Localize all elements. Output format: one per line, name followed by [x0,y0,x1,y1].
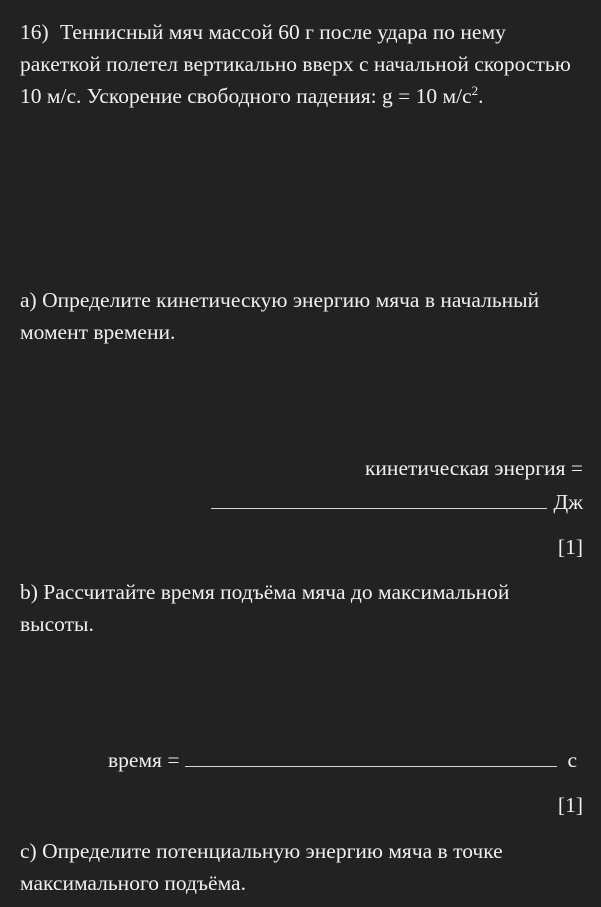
question-text: Теннисный мяч массой 60 г после удара по нему ракеткой полетел вертикально вверх с начальной скоростью 10 м/с. Ускорение свободного падения: g = 10 м/с [20,20,571,108]
time-answer-blank[interactable] [185,746,557,767]
kinetic-energy-answer-blank[interactable] [211,488,547,509]
part-a-mark: [1] [557,535,583,559]
question-number: 16) [20,20,49,44]
kinetic-energy-answer-row [20,486,583,518]
kinetic-energy-label: кинетическая энергия = [364,456,583,480]
question-text-end: . [478,84,484,108]
part-b-mark: [1] [557,793,583,817]
question-statement [20,16,583,112]
part-a-prompt: а) Определите кинетическую энергию мяча в начальный момент времени. [20,288,540,344]
time-label: время = [108,748,180,772]
part-b-prompt: b) Рассчитайте время подъёма мяча до максимальной высоты. [20,580,510,636]
time-unit: с [567,748,577,772]
exponent: 2 [471,82,479,98]
part-c-prompt: c) Определите потенциальную энергию мяча в точке максимального подъёма. [20,839,503,895]
time-answer-row [20,744,581,776]
kinetic-energy-unit: Дж [553,490,583,514]
